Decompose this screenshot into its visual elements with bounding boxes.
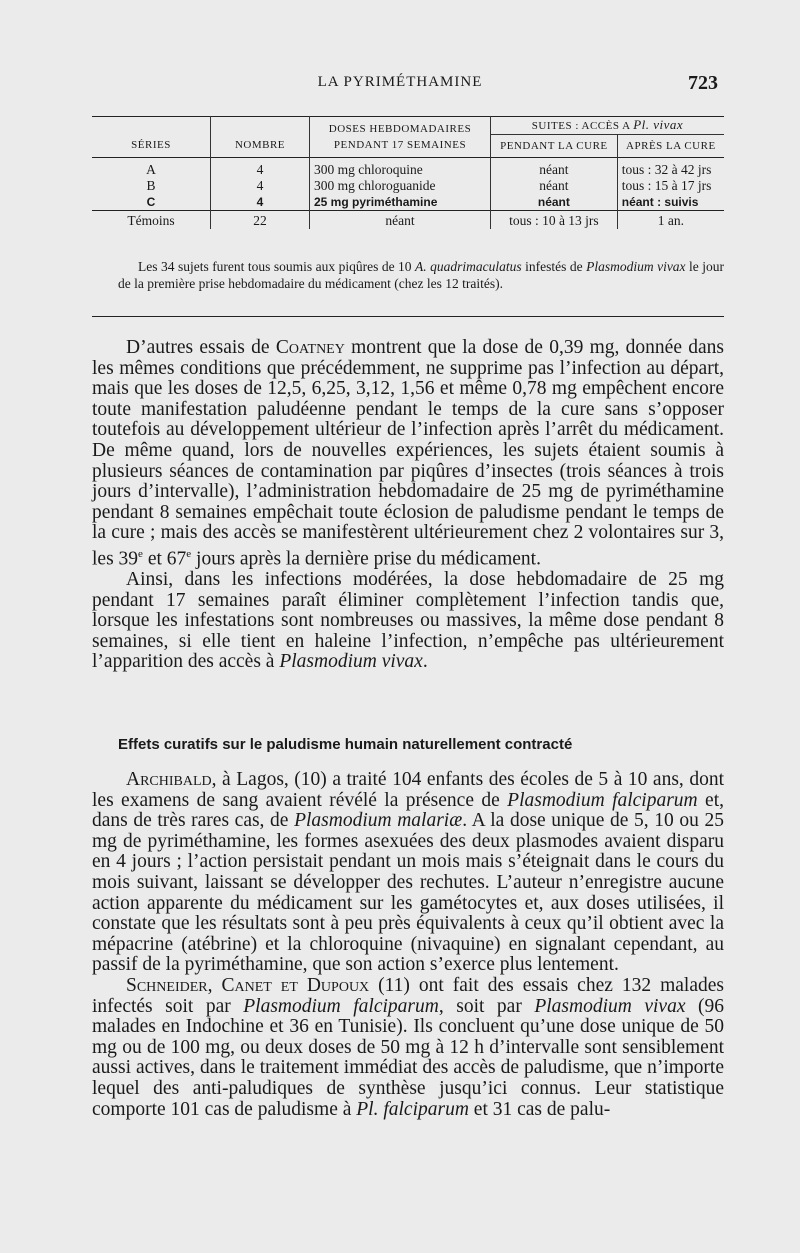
body-paragraphs-2 [92, 770, 724, 1120]
paragraph: Schneider, Canet et Dupoux (11) ont fait des essais chez 132 malades infectés soit par Plasmodium falciparum, soit par Plasmodium vivax (96 malades en Indochine et 36 en Tunisie). Ils concluent qu’une dose unique de 50 mg ou de 100 mg, ou deux doses de 50 mg à 12 h d’intervalle sont sensiblement aussi actives, dans le traitement immédiat des accès de paludisme, que n’importe lequel des anti-paludiques de synthèse jusqu’ici connus. Leur statistique comporte 101 cas de paludisme à Pl. falciparum et 31 cas de palu- [92, 974, 724, 1120]
paragraph: D’autres essais de Coatney montrent que la dose de 0,39 mg, donnée dans les mêmes conditions que précédemment, ne supprime pas l’infection au départ, mais que les doses de 12,5, 6,25, 3,12, 1,56 et même 0,78 mg empêchent encore toute manifestation paludéenne pendant le temps de la cure sans s’opposer toutefois au développement ultérieur de l’infection après l’arrêt du médicament. De même quand, lors de nouvelles expériences, les sujets étaient soumis à plusieurs séances de contamination par piqûres d’insectes (trois séances à trois jours d’intervalle), l’administration hebdomadaire de 25 mg de pyriméthamine pendant 8 semaines empêchait toute éclosion de paludisme pendant le temps de la cure ; mais des accès se manifestèrent ultérieurement chez 2 volontaires sur 3, les 39e et 67e jours après la dernière prise du médicament. [92, 337, 724, 570]
body-paragraphs-1 [92, 338, 724, 673]
col-suites: SUITES : ACCÈS A Pl. vivax [491, 117, 725, 135]
table-footnote: Les 34 sujets furent tous soumis aux piqûres de 10 A. quadrimaculatus infestés de Plasmodium vivax le jour de la première prise hebdomadaire du médicament (chez les 12 traités). [118, 259, 725, 291]
table-row: Témoins 22 néant tous : 10 à 13 jrs 1 an. [92, 211, 724, 230]
results-table [92, 116, 724, 229]
paragraph: Archibald, à Lagos, (10) a traité 104 enfants des écoles de 5 à 10 ans, dont les examens de sang avaient révélé la présence de Plasmodium falciparum et, dans de très rares cas, de Plasmodium malariæ. A la dose unique de 5, 10 ou 25 mg de pyriméthamine, les formes asexuées des deux plasmodes avaient disparu en 4 jours ; l’action persistait pendant un mois mais s’éteignait dans le cours du mois suivant, laissant se développer des rechutes. L’auteur n’enregistre aucune action apparente du médicament sur les gamétocytes et, aux doses utilisées, il constate que les résultats sont à peu près équivalents à ceux qu’il obtient avec la mépacrine (atébrine) et la chloroquine (nivaquine) en signalant cependant, au passif de la pyriméthamine, que son action s’exerce plus lentement. [92, 769, 724, 976]
section-heading: Effets curatifs sur le paludisme humain naturellement contracté [118, 736, 573, 753]
col-number: NOMBRE [211, 117, 310, 158]
table-row: A 4 300 mg chloroquine néant tous : 32 à 42 jrs [92, 158, 724, 179]
table-row: C 4 25 mg pyriméthamine néant néant : suivis [92, 194, 724, 211]
table-row: B 4 300 mg chloroguanide néant tous : 15 à 17 jrs [92, 178, 724, 194]
col-during: PENDANT LA CURE [491, 135, 618, 158]
running-title: LA PYRIMÉTHAMINE [317, 74, 483, 90]
col-series: SÉRIES [131, 139, 171, 151]
col-after: APRÈS LA CURE [617, 135, 724, 158]
col-doses: DOSES HEBDOMADAIRES PENDANT 17 SEMAINES [310, 117, 491, 158]
paragraph: Ainsi, dans les infections modérées, la dose hebdomadaire de 25 mg pendant 17 semaines paraît éliminer complètement l’infection tandis que, lorsque les infestations sont nombreuses ou massives, la même dose pendant 8 semaines, si elle tient en haleine l’infection, n’empêche pas ultérieurement l’apparition des accès à Plasmodium vivax. [92, 569, 724, 673]
page-number: 723 [688, 72, 718, 94]
divider [92, 316, 724, 317]
